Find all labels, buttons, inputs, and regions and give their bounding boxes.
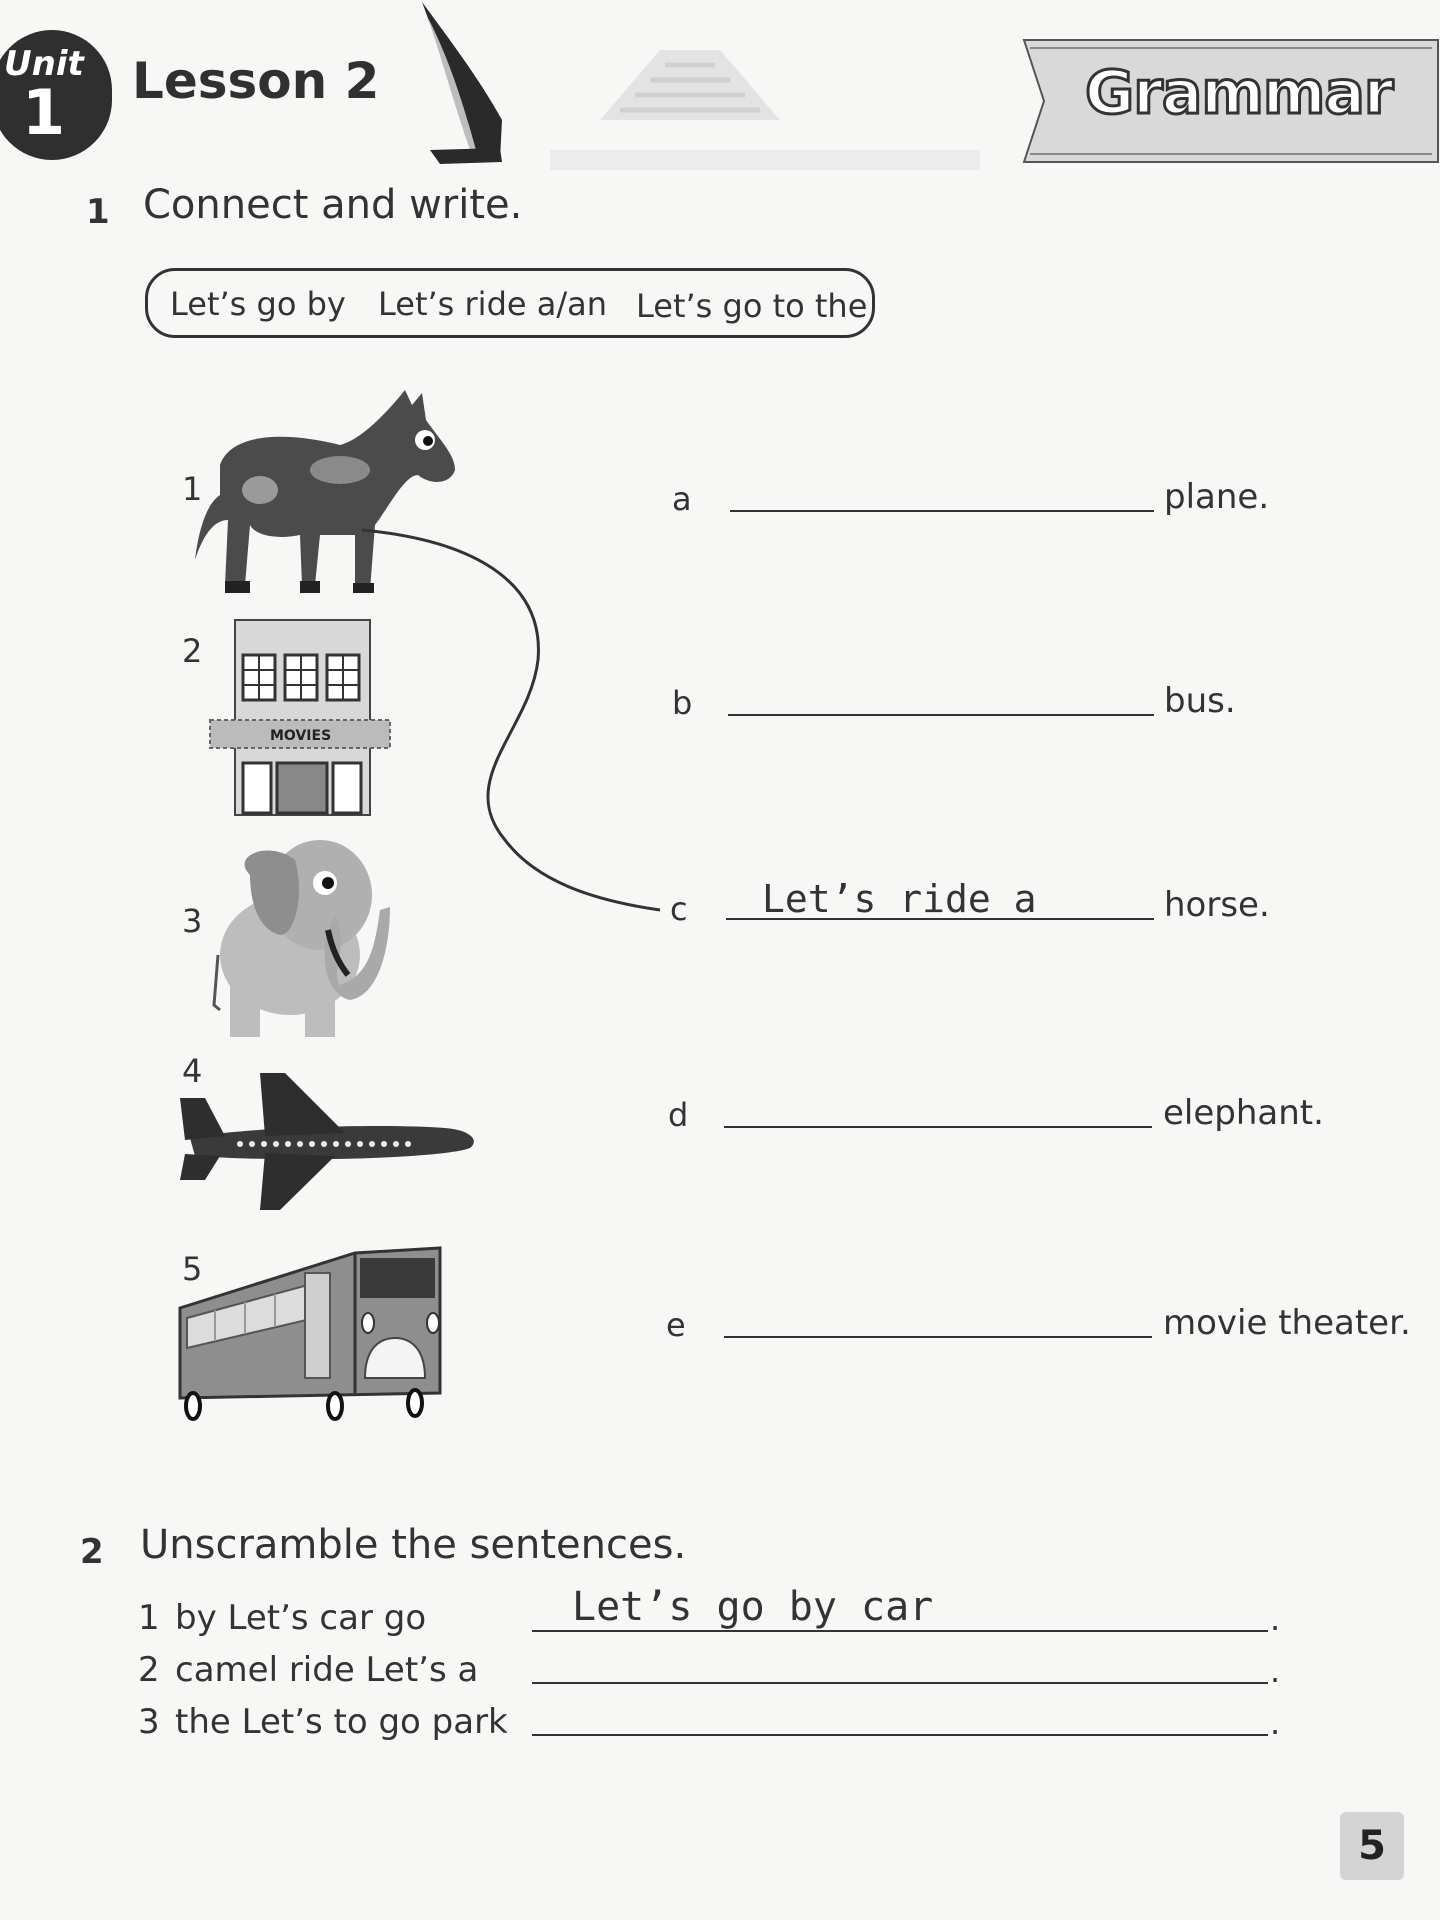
word-bank: [145, 268, 875, 338]
sentence-ending: horse.: [1164, 885, 1270, 925]
word-bank-item: Let’s go by: [170, 285, 346, 323]
movies-sign: MOVIES: [270, 728, 332, 744]
plane-icon: [175, 1068, 480, 1213]
bus-icon: [175, 1238, 445, 1423]
exercise-1-number: 1: [86, 192, 110, 232]
answer-line[interactable]: [724, 1336, 1152, 1338]
unit-number: 1: [22, 76, 66, 149]
sentence-ending: elephant.: [1163, 1093, 1324, 1133]
movie-theater-icon: [205, 615, 395, 820]
picture-number: 3: [182, 902, 203, 940]
picture-number: 1: [182, 470, 203, 508]
answer-line[interactable]: [730, 510, 1154, 512]
period: .: [1270, 1652, 1281, 1690]
section-tab-label: Grammar: [1085, 58, 1393, 128]
answer-line[interactable]: [532, 1682, 1268, 1684]
word-bank-item: Let’s go to the: [636, 287, 868, 325]
period: .: [1270, 1600, 1281, 1638]
scrambled-sentence: by Let’s car go: [175, 1598, 427, 1638]
answer-line[interactable]: [724, 1126, 1152, 1128]
sentence-letter: c: [670, 890, 688, 928]
picture-number: 4: [182, 1052, 203, 1090]
picture-number: 2: [182, 632, 203, 670]
scrambled-sentence: the Let’s to go park: [175, 1702, 508, 1742]
page-number: 5: [1340, 1812, 1404, 1880]
period: .: [1270, 1704, 1281, 1742]
unit-label: Unit: [4, 44, 84, 84]
scrambled-sentence: camel ride Let’s a: [175, 1650, 479, 1690]
answer-text: Let’s ride a: [762, 877, 1037, 921]
sentence-ending: bus.: [1164, 681, 1236, 721]
item-number: 2: [138, 1650, 160, 1690]
lesson-title: Lesson 2: [132, 52, 380, 110]
sentence-letter: b: [672, 684, 693, 722]
sentence-letter: e: [666, 1306, 686, 1344]
item-number: 1: [138, 1598, 160, 1638]
sailboat-pyramid-banner-icon: [420, 0, 1020, 190]
exercise-2-instruction: Unscramble the sentences.: [140, 1522, 687, 1568]
item-number: 3: [138, 1702, 160, 1742]
exercise-1-instruction: Connect and write.: [143, 182, 523, 228]
picture-number: 5: [182, 1250, 203, 1288]
sentence-letter: d: [668, 1096, 689, 1134]
sentence-ending: plane.: [1164, 477, 1270, 517]
answer-line[interactable]: [532, 1734, 1268, 1736]
elephant-icon: [210, 835, 410, 1040]
sentence-ending: movie theater.: [1163, 1303, 1411, 1343]
sentence-letter: a: [672, 480, 692, 518]
word-bank-item: Let’s ride a/an: [378, 285, 608, 323]
exercise-2-number: 2: [80, 1532, 104, 1572]
answer-line[interactable]: [728, 714, 1154, 716]
answer-text: Let’s go by car: [572, 1584, 934, 1630]
unit-badge: [0, 30, 112, 160]
answer-line[interactable]: [532, 1630, 1268, 1632]
